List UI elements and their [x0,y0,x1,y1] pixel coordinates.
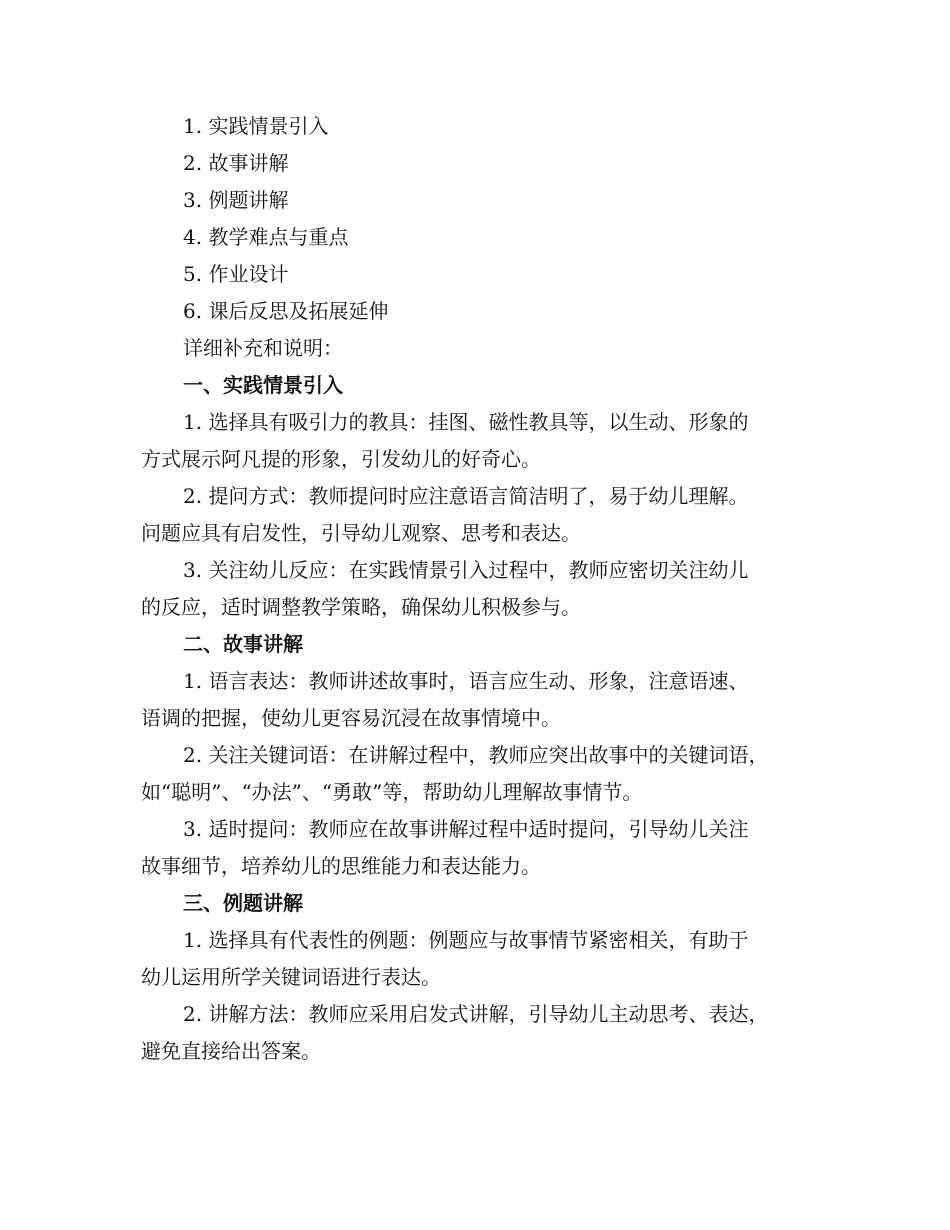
toc-item-5: 5. 作业设计 [183,262,289,286]
toc-item-6: 6. 课后反思及拓展延伸 [183,299,389,323]
paragraph-line: 2. 讲解方法：教师应采用启发式讲解，引导幼儿主动思考、表达， [183,1002,769,1026]
paragraph-line: 避免直接给出答案。 [141,1039,321,1063]
paragraph-line: 3. 适时提问：教师应在故事讲解过程中适时提问，引导幼儿关注 [183,817,749,841]
section-heading-3: 三、例题讲解 [183,891,303,915]
paragraph-line: 故事细节，培养幼儿的思维能力和表达能力。 [141,854,541,878]
toc-item-2: 2. 故事讲解 [183,151,289,175]
document-body [141,108,813,1070]
paragraph-line: 语调的把握，使幼儿更容易沉浸在故事情境中。 [141,706,561,730]
paragraph-line: 方式展示阿凡提的形象，引发幼儿的好奇心。 [141,447,541,471]
paragraph-line: 问题应具有启发性，引导幼儿观察、思考和表达。 [141,521,581,545]
paragraph-line: 2. 提问方式：教师提问时应注意语言简洁明了，易于幼儿理解。 [183,484,749,508]
paragraph-line: 1. 语言表达：教师讲述故事时，语言应生动、形象，注意语速、 [183,669,749,693]
paragraph-line: 1. 选择具有吸引力的教具：挂图、磁性教具等，以生动、形象的 [183,410,749,434]
intro-text: 详细补充和说明： [183,336,343,360]
section-heading-2: 二、故事讲解 [183,632,303,656]
toc-item-4: 4. 教学难点与重点 [183,225,349,249]
paragraph-line: 2. 关注关键词语：在讲解过程中，教师应突出故事中的关键词语， [183,743,769,767]
paragraph-line: 3. 关注幼儿反应：在实践情景引入过程中，教师应密切关注幼儿 [183,558,749,582]
toc-item-1: 1. 实践情景引入 [183,114,329,138]
toc-item-3: 3. 例题讲解 [183,188,289,212]
paragraph-line: 1. 选择具有代表性的例题：例题应与故事情节紧密相关，有助于 [183,928,749,952]
paragraph-line: 的反应，适时调整教学策略，确保幼儿积极参与。 [141,595,581,619]
paragraph-line: 如“聪明”、“办法”、“勇敢”等，帮助幼儿理解故事情节。 [141,780,643,804]
paragraph-line: 幼儿运用所学关键词语进行表达。 [141,965,441,989]
section-heading-1: 一、实践情景引入 [183,373,343,397]
